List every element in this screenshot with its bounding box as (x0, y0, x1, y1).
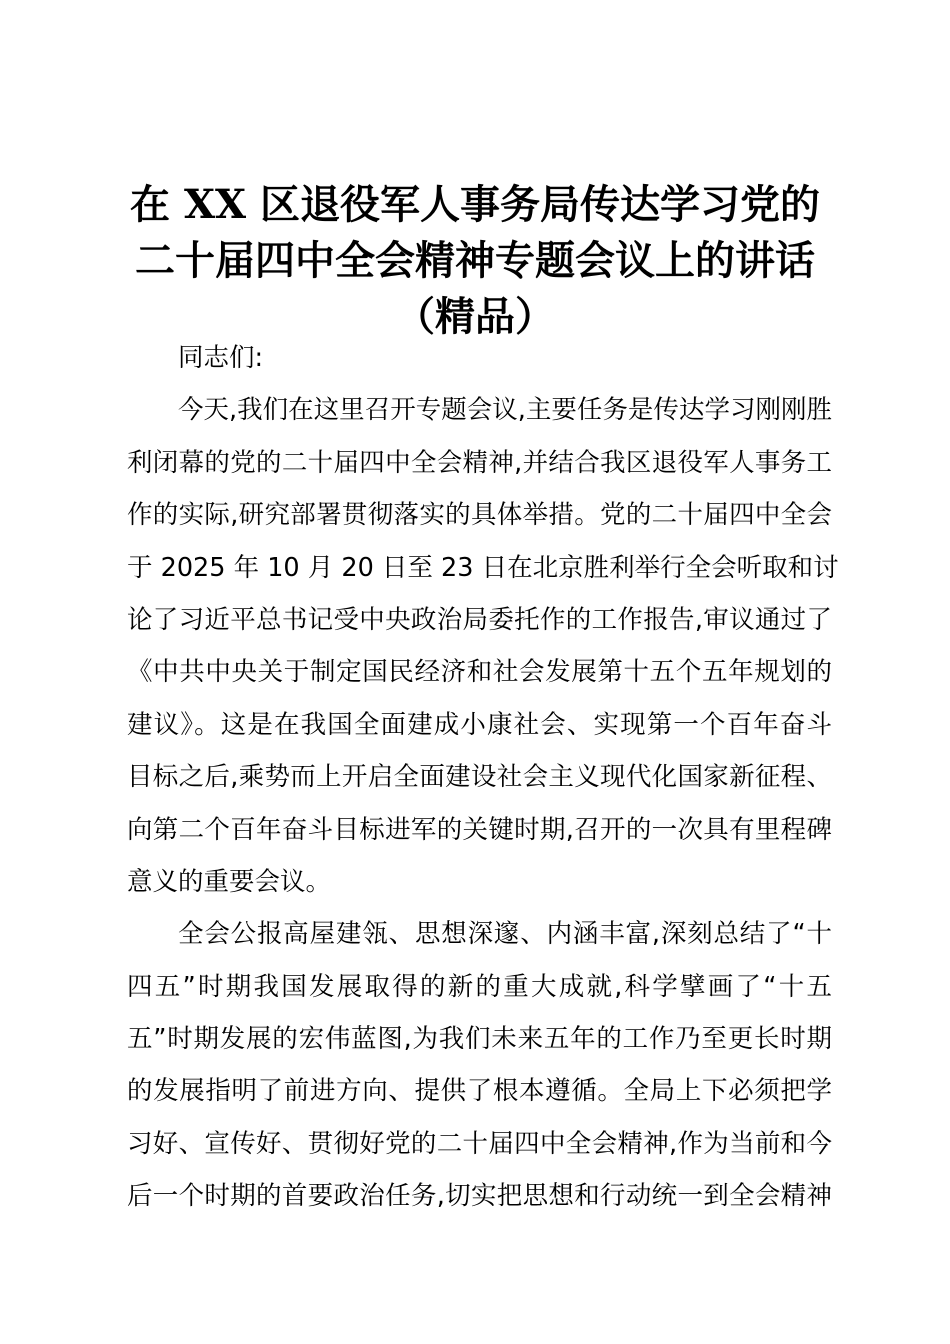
paragraph-line: 五”时期发展的宏伟蓝图,为我们未来五年的工作乃至更长时期 (127, 1024, 832, 1055)
title-line-2: 二十届四中全会精神专题会议上的讲话 (135, 237, 815, 284)
document-body (127, 332, 839, 1223)
paragraph-line: 全会公报高屋建瓴、思想深邃、内涵丰富,深刻总结了“十 (178, 919, 832, 950)
paragraph-1 (127, 384, 839, 908)
paragraph-line: 向第二个百年奋斗目标进军的关键时期,召开的一次具有里程碑 (127, 814, 832, 845)
paragraph-2 (127, 908, 832, 1222)
paragraph-line: 后一个时期的首要政治任务,切实把思想和行动统一到全会精神 (127, 1181, 832, 1212)
paragraph-line: 建议》。这是在我国全面建成小康社会、实现第一个百年奋斗 (127, 709, 832, 740)
paragraph-line: 于 2025 年 10 月 20 日至 23 日在北京胜利举行全会听取和讨 (127, 552, 839, 583)
paragraph-line: 论了习近平总书记受中央政治局委托作的工作报告,审议通过了 (127, 604, 832, 635)
paragraph-line: 利闭幕的党的二十届四中全会精神,并结合我区退役军人事务工 (127, 447, 832, 478)
paragraph-line: 意义的重要会议。 (127, 866, 332, 897)
paragraph-line: 《中共中央关于制定国民经济和社会发展第十五个五年规划的 (127, 657, 832, 688)
document-title (110, 177, 840, 345)
paragraph-line: 习好、宣传好、贯彻好党的二十届四中全会精神,作为当前和今 (127, 1128, 832, 1159)
paragraph-line: 四五”时期我国发展取得的新的重大成就,科学擘画了“十五 (127, 971, 832, 1002)
paragraph-line: 今天,我们在这里召开专题会议,主要任务是传达学习刚刚胜 (178, 395, 832, 426)
paragraph-line: 作的实际,研究部署贯彻落实的具体举措。党的二十届四中全会 (127, 500, 832, 531)
salutation: 同志们: (178, 343, 264, 373)
title-line-3: （精品） (395, 293, 555, 340)
title-line-1: 在 XX 区退役军人事务局传达学习党的 (130, 181, 820, 228)
paragraph-line: 目标之后,乘势而上开启全面建设社会主义现代化国家新征程、 (127, 762, 832, 793)
paragraph-line: 的发展指明了前进方向、提供了根本遵循。全局上下必须把学 (127, 1076, 832, 1107)
